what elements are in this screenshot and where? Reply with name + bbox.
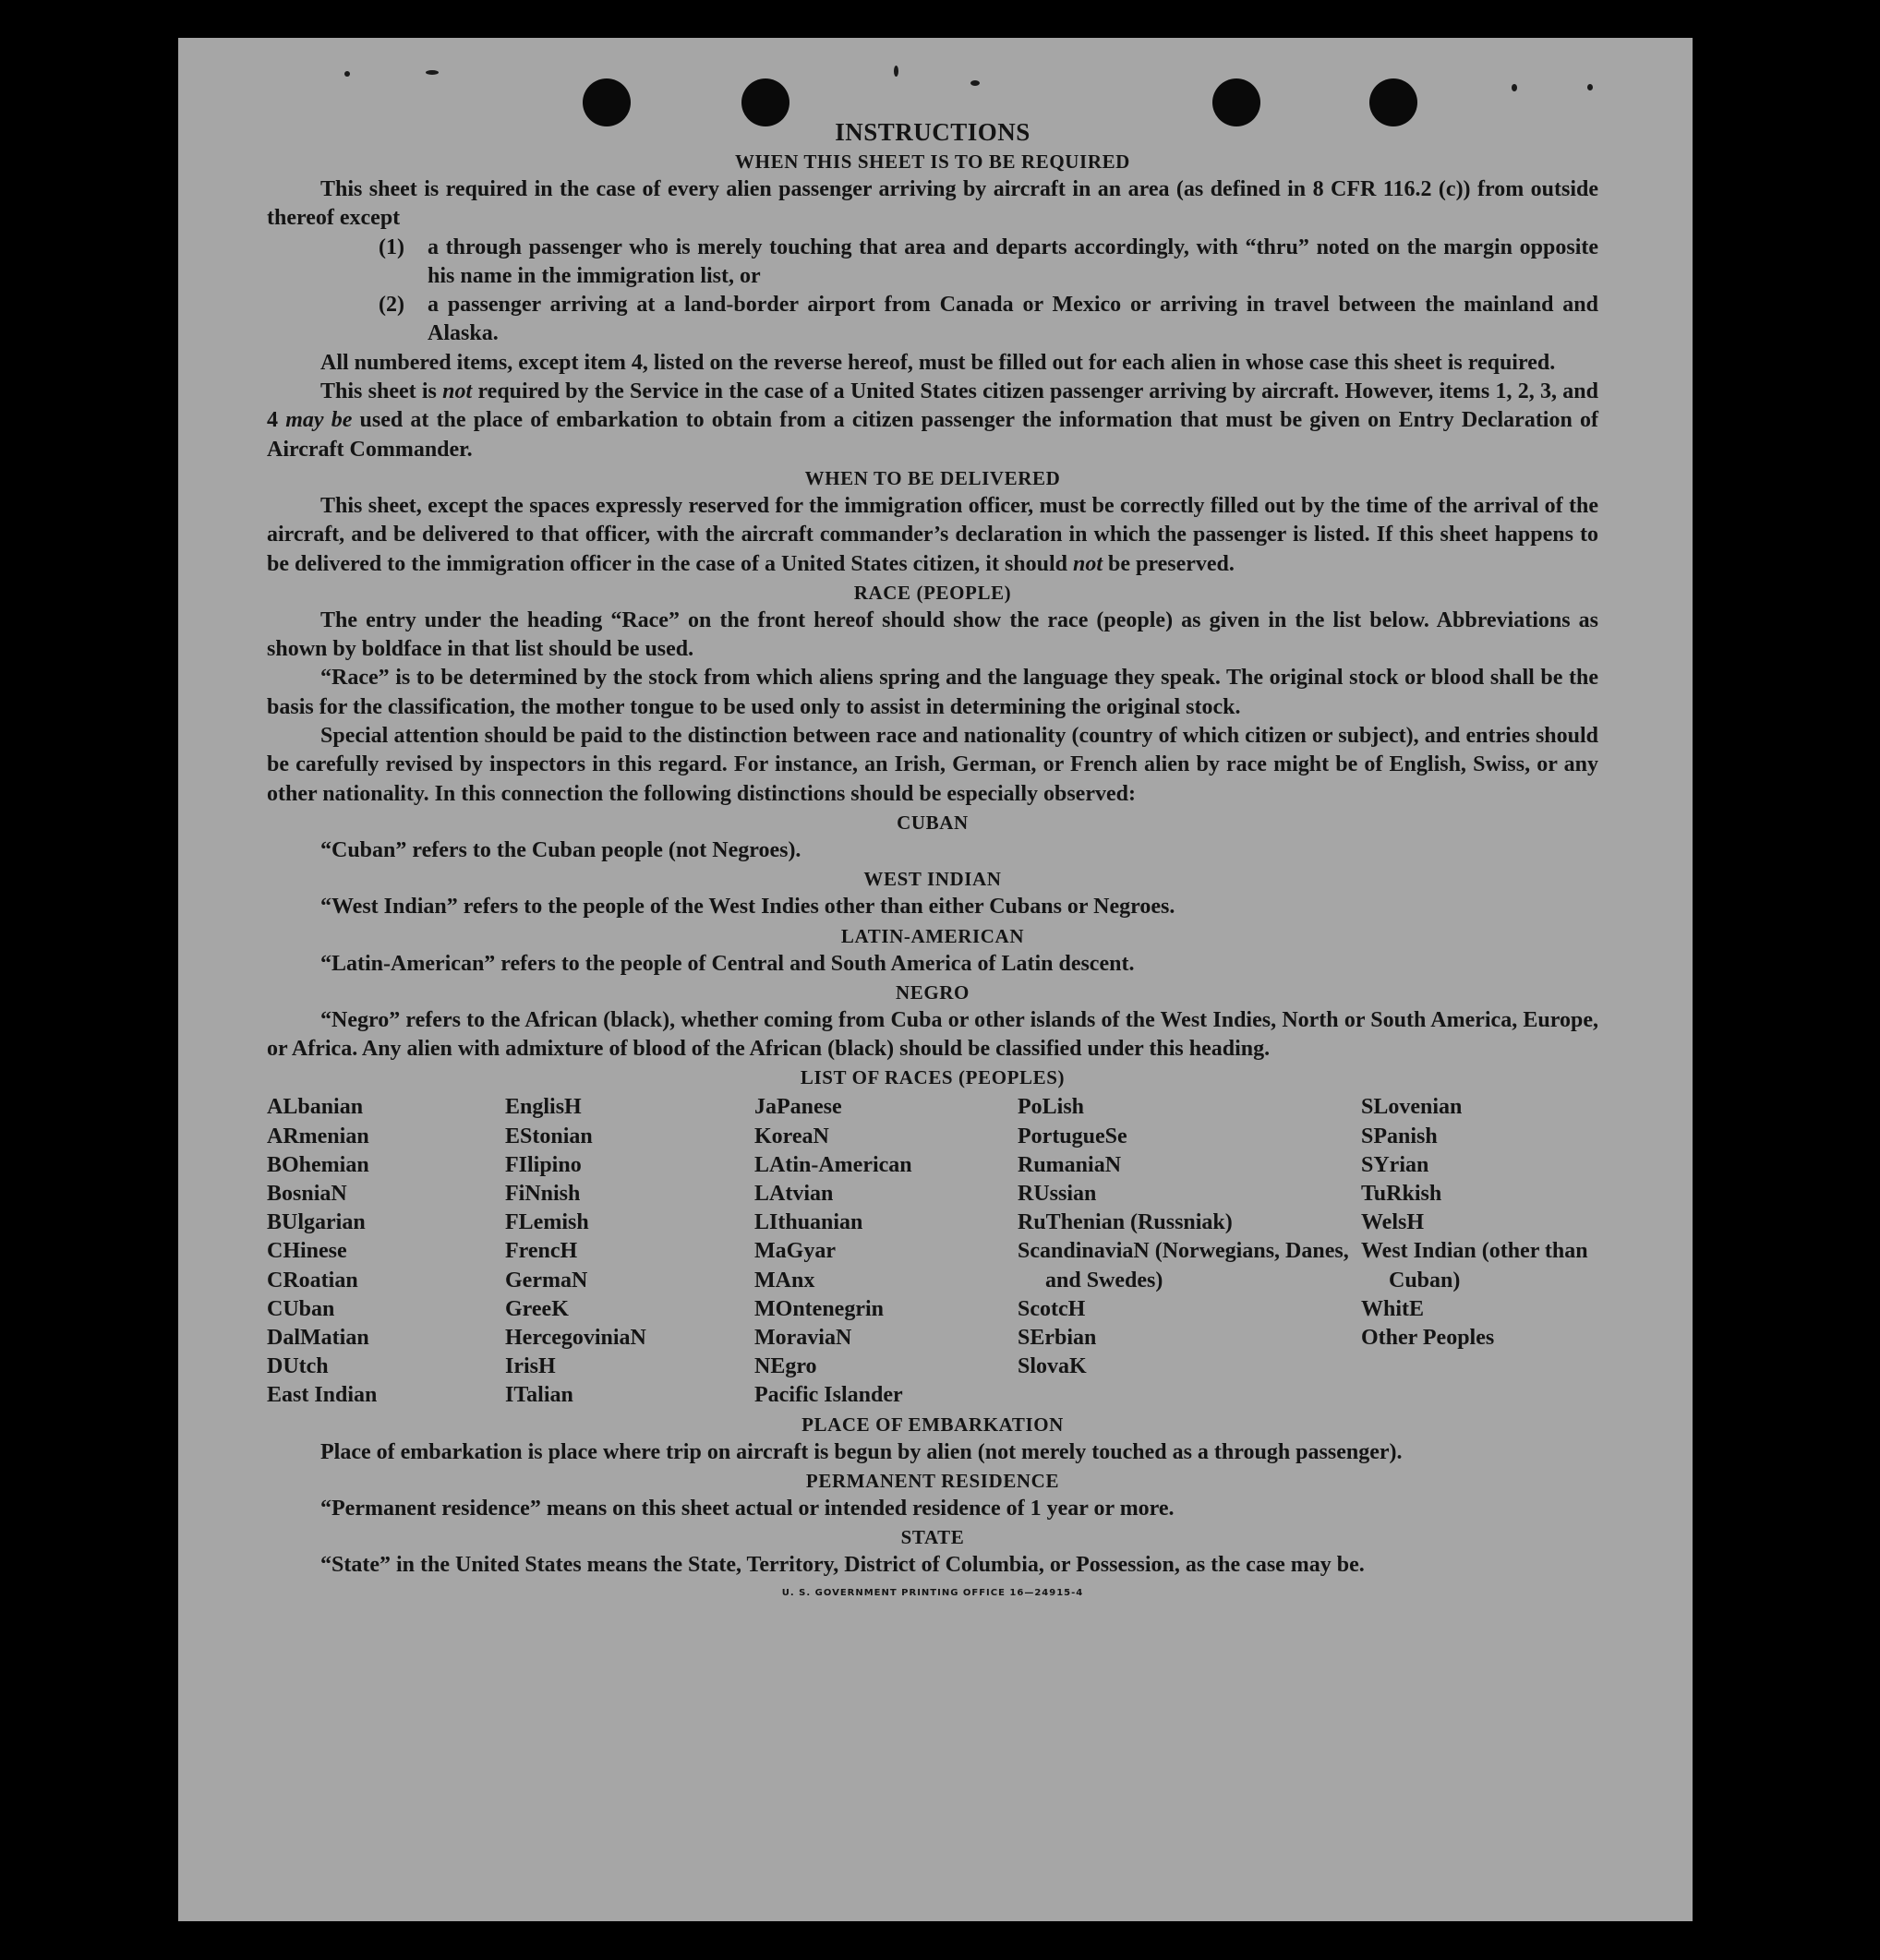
race-entry: RuThenian (Russniak)	[1018, 1210, 1233, 1235]
italic-text: may be	[285, 408, 353, 433]
race-entry: BosniaN	[267, 1182, 347, 1207]
race-entry: MoraviaN	[754, 1326, 852, 1351]
race-entry: SlovaK	[1018, 1354, 1087, 1379]
race-entry: ITalian	[505, 1383, 573, 1408]
race-entry: PortugueSe	[1018, 1124, 1127, 1148]
race-entry: MaGyar	[754, 1239, 836, 1264]
race-column	[505, 1093, 754, 1410]
race-entry: DalMatian	[267, 1326, 369, 1351]
race-entry: WelsH	[1361, 1210, 1425, 1235]
race-entry: HercegoviniaN	[505, 1326, 646, 1351]
race-entry: JaPanese	[754, 1095, 842, 1120]
printer-imprint: U. S. GOVERNMENT PRINTING OFFICE 16—24915-4	[781, 1587, 1084, 1598]
race-column	[754, 1093, 1018, 1410]
heading-embarkation: PLACE OF EMBARKATION	[801, 1413, 1064, 1436]
race-entry: ScandinaviaN (Norwegians, Danes, and Swedes)	[1018, 1239, 1349, 1293]
race-entry: CUban	[267, 1296, 335, 1321]
text-run: be preserved.	[1103, 551, 1235, 576]
race-entry: CRoatian	[267, 1268, 358, 1293]
paragraph: “Permanent residence” means on this sheet actual or intended residence of 1 year or more.	[320, 1496, 1175, 1521]
italic-text: not	[1073, 551, 1103, 576]
race-entry: KoreaN	[754, 1124, 829, 1148]
heading-when-delivered: WHEN TO BE DELIVERED	[804, 466, 1061, 489]
paragraph: Special attention should be paid to the distinction between race and nationality (country of which citizen or subject), and entries should be carefully revised by inspectors in this regard. For instance, an Irish, German, or French alien by race might be of English, Swiss, or any other nationality. In this connection the following distinctions should be especially observed:	[267, 724, 1598, 806]
paragraph: Place of embarkation is place where trip on aircraft is begun by alien (not merely touched as a through passenger).	[320, 1439, 1403, 1464]
text-run: required by the Service in the case of a United States citizen passenger arriving by aircraft. However, items 1, 2, 3, and 4	[267, 379, 1598, 433]
heading-latin-american: LATIN-AMERICAN	[840, 924, 1025, 947]
item-text: a through passenger who is merely touching that area and departs accordingly, with “thru” noted on the margin opposite his name in the immigration list, or	[428, 234, 1598, 288]
text-run: This sheet, except the spaces expressly reserved for the immigration officer, must be correctly filled out by the time of the arrival of the aircraft, and be delivered to that officer, with the aircraft commander’s declaration in which the passenger is listed. If this sheet happens to be delivered to the immigration officer in the case of a United States citizen, it should	[267, 493, 1598, 576]
race-entry: WhitE	[1361, 1296, 1425, 1321]
race-entry: PoLish	[1018, 1095, 1085, 1120]
speck	[426, 70, 439, 75]
race-list	[267, 1093, 1598, 1410]
heading-west-indian: WEST INDIAN	[863, 868, 1002, 891]
race-entry: BOhemian	[267, 1152, 369, 1177]
race-entry: SLovenian	[1361, 1095, 1463, 1120]
exception-item	[267, 234, 1598, 292]
paragraph: All numbered items, except item 4, listed on the reverse hereof, must be filled out for each alien in whose case this sheet is required.	[320, 350, 1556, 375]
speck	[1512, 84, 1517, 91]
race-entry: West Indian (other than Cuban)	[1361, 1239, 1588, 1293]
race-entry: Pacific Islander	[754, 1383, 903, 1408]
race-entry: TuRkish	[1361, 1182, 1442, 1207]
race-entry: FIlipino	[505, 1152, 582, 1177]
speck	[894, 66, 898, 77]
race-entry: MAnx	[754, 1268, 815, 1293]
heading-when-required: WHEN THIS SHEET IS TO BE REQUIRED	[735, 150, 1130, 173]
heading-list-of-races: LIST OF RACES (PEOPLES)	[800, 1066, 1066, 1089]
race-entry: ARmenian	[267, 1124, 369, 1148]
race-entry: GreeK	[505, 1296, 569, 1321]
speck	[970, 80, 980, 86]
race-entry: MOntenegrin	[754, 1296, 884, 1321]
race-entry: SPanish	[1361, 1124, 1438, 1148]
heading-cuban: CUBAN	[897, 811, 969, 834]
heading-residence: PERMANENT RESIDENCE	[805, 1469, 1060, 1492]
paragraph: The entry under the heading “Race” on the front hereof should show the race (people) as given in the list below. Abbreviations as shown by boldface in that list should be used.	[267, 607, 1598, 662]
race-entry: ALbanian	[267, 1095, 364, 1120]
race-entry: East Indian	[267, 1383, 378, 1408]
speck	[1587, 84, 1593, 90]
heading-race: RACE (PEOPLE)	[853, 581, 1012, 604]
race-entry: Other Peoples	[1361, 1326, 1495, 1351]
item-number: (2)	[379, 293, 404, 318]
race-entry: DUtch	[267, 1354, 329, 1379]
italic-text: not	[442, 379, 473, 404]
paragraph	[267, 378, 1598, 464]
race-entry: LAtin-American	[754, 1152, 912, 1177]
document-sheet	[178, 38, 1693, 1921]
race-entry: LIthuanian	[754, 1210, 863, 1235]
paragraph: “West Indian” refers to the people of the West Indies other than either Cubans or Negroes.	[320, 895, 1175, 920]
race-entry: RUssian	[1018, 1182, 1097, 1207]
race-entry: CHinese	[267, 1239, 347, 1264]
race-entry: GermaN	[505, 1268, 588, 1293]
item-text: a passenger arriving at a land-border airport from Canada or Mexico or arriving in travel between the mainland and Alaska.	[428, 293, 1598, 346]
race-column	[1018, 1093, 1361, 1410]
race-entry: EnglisH	[505, 1095, 582, 1120]
race-entry: FiNnish	[505, 1182, 581, 1207]
paragraph: “Race” is to be determined by the stock from which aliens spring and the language they speak. The original stock or blood shall be the basis for the classification, the mother tongue to be used only to assist in determining the original stock.	[267, 666, 1598, 719]
race-entry: LAtvian	[754, 1182, 834, 1207]
race-entry: ScotcH	[1018, 1296, 1086, 1321]
paragraph	[267, 492, 1598, 579]
heading-negro: NEGRO	[895, 980, 970, 1004]
race-entry: FLemish	[505, 1210, 589, 1235]
race-entry: BUlgarian	[267, 1210, 366, 1235]
item-number: (1)	[379, 234, 404, 259]
race-entry: SYrian	[1361, 1152, 1429, 1177]
race-entry: NEgro	[754, 1354, 817, 1379]
text-run: This sheet is	[320, 379, 443, 404]
paragraph: This sheet is required in the case of every alien passenger arriving by aircraft in an area (as defined in 8 CFR 116.2 (c)) from outside thereof except	[267, 177, 1598, 231]
race-column	[267, 1093, 505, 1410]
speck	[344, 71, 350, 77]
exception-item	[267, 291, 1598, 349]
race-entry: FrencH	[505, 1239, 578, 1264]
paragraph: “Latin-American” refers to the people of Central and South America of Latin descent.	[320, 951, 1135, 976]
paragraph: “Cuban” refers to the Cuban people (not Negroes).	[320, 837, 801, 862]
instructions-content	[267, 116, 1598, 1598]
race-column	[1361, 1093, 1598, 1410]
race-entry: IrisH	[505, 1354, 556, 1379]
paragraph: “State” in the United States means the State, Territory, District of Columbia, or Possession, as the case may be.	[320, 1553, 1365, 1578]
paragraph: “Negro” refers to the African (black), whether coming from Cuba or other islands of the West Indies, North or South America, Europe, or Africa. Any alien with admixture of blood of the African (black) should be classified under this heading.	[267, 1007, 1598, 1062]
race-entry: RumaniaN	[1018, 1152, 1122, 1177]
text-run: used at the place of embarkation to obtain from a citizen passenger the information that must be given on Entry Declaration of Aircraft Commander.	[267, 408, 1598, 462]
page-title: INSTRUCTIONS	[835, 118, 1030, 146]
race-entry: EStonian	[505, 1124, 593, 1148]
race-entry: SErbian	[1018, 1326, 1097, 1351]
heading-state: STATE	[900, 1526, 965, 1549]
